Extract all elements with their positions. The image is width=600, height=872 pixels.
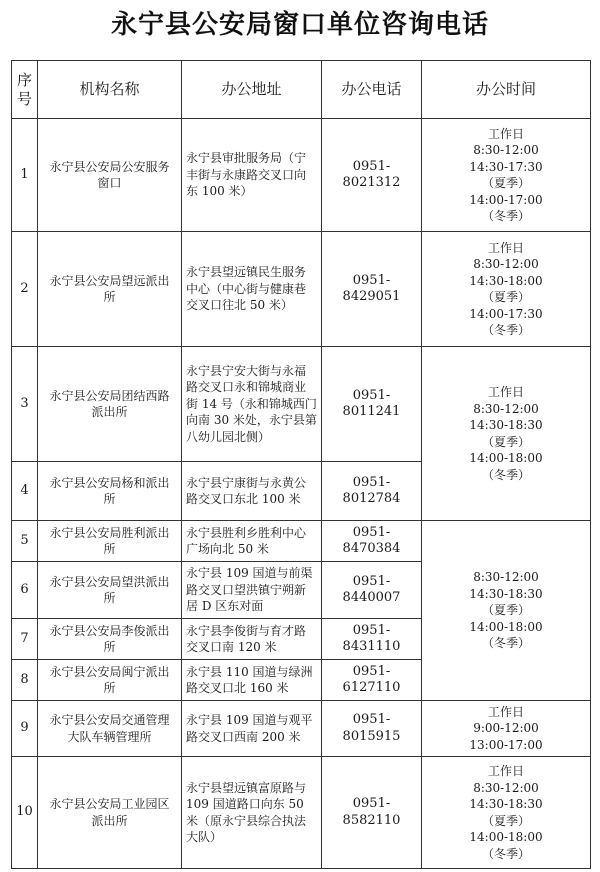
hours-line: （冬季） bbox=[481, 636, 530, 651]
table-row bbox=[12, 119, 591, 232]
hours-line: 14:30-17:30 bbox=[469, 159, 543, 174]
org-name: 永宁县公安局团结西路派出所 bbox=[38, 347, 182, 462]
org-phone: 0951-8429051 bbox=[322, 232, 422, 347]
org-phone: 0951-8440007 bbox=[322, 562, 422, 619]
hours-line: （夏季） bbox=[481, 434, 530, 449]
org-address: 永宁县 110 国道与绿洲路交叉口北 160 米 bbox=[182, 660, 322, 701]
org-address: 永宁县 109 国道与前渠路交叉口望洪镇宁朔新居 D 区东对面 bbox=[182, 562, 322, 619]
hours-line: 工作日 bbox=[487, 126, 524, 141]
hours-line: （夏季） bbox=[481, 290, 530, 304]
org-address: 永宁县望远镇民生服务中心（中心街与健康巷交叉口往北 50 米） bbox=[182, 232, 322, 347]
hours-line: 14:30-18:30 bbox=[469, 418, 543, 432]
org-address: 永宁县宁康街与永黄公路交叉口东北 100 米 bbox=[182, 462, 322, 521]
hours-line: （冬季） bbox=[481, 846, 530, 861]
row-number: 5 bbox=[12, 521, 38, 562]
org-phone: 0951-8582110 bbox=[322, 757, 422, 869]
hours-line: 14:30-18:30 bbox=[469, 797, 543, 811]
hours-line: 8:30-12:00 bbox=[473, 401, 539, 416]
hours-line: （冬季） bbox=[481, 467, 530, 482]
org-phone: 0951-8470384 bbox=[322, 521, 422, 562]
hours-line: 工作日 bbox=[487, 385, 524, 399]
hours-line: 8:30-12:00 bbox=[473, 257, 539, 271]
hours-line: 13:00-17:00 bbox=[469, 737, 543, 752]
org-phone: 0951-8015915 bbox=[322, 701, 422, 757]
org-phone: 0951-8021312 bbox=[322, 119, 422, 232]
office-hours bbox=[422, 521, 591, 701]
row-number: 9 bbox=[12, 701, 38, 757]
header-phone: 办公电话 bbox=[322, 61, 422, 119]
table-row bbox=[12, 757, 591, 869]
office-hours bbox=[422, 701, 591, 757]
row-number: 4 bbox=[12, 462, 38, 521]
org-name: 永宁县公安局望洪派出所 bbox=[38, 562, 182, 619]
contact-table bbox=[11, 60, 591, 869]
row-number: 10 bbox=[12, 757, 38, 869]
org-name: 永宁县公安局杨和派出所 bbox=[38, 462, 182, 521]
hours-line: 9:00-12:00 bbox=[473, 721, 539, 736]
org-name: 永宁县公安局闽宁派出所 bbox=[38, 660, 182, 701]
org-phone: 0951-8012784 bbox=[322, 462, 422, 521]
row-number: 1 bbox=[12, 119, 38, 232]
org-name: 永宁县公安局望远派出所 bbox=[38, 232, 182, 347]
hours-line: 8:30-12:00 bbox=[473, 143, 539, 157]
hours-line: （冬季） bbox=[481, 323, 530, 337]
row-number: 3 bbox=[12, 347, 38, 462]
hours-line: 14:00-18:00 bbox=[469, 619, 543, 634]
hours-line: 8:30-12:00 bbox=[473, 570, 539, 585]
row-number: 7 bbox=[12, 619, 38, 660]
org-address: 永宁县审批服务局（宁丰街与永康路交叉口向东 100 米） bbox=[182, 119, 322, 232]
hours-line: 14:00-17:30 bbox=[469, 306, 543, 321]
org-name: 永宁县公安局公安服务窗口 bbox=[38, 119, 182, 232]
office-hours bbox=[422, 232, 591, 347]
hours-line: 14:00-18:00 bbox=[469, 830, 543, 844]
org-name: 永宁县公安局交通管理大队车辆管理所 bbox=[38, 701, 182, 757]
table-row bbox=[12, 347, 591, 462]
page-title: 永宁县公安局窗口单位咨询电话 bbox=[110, 10, 489, 40]
table-row bbox=[12, 521, 591, 562]
office-hours bbox=[422, 757, 591, 869]
row-number: 8 bbox=[12, 660, 38, 701]
table-header-row bbox=[12, 61, 591, 119]
hours-line: 工作日 bbox=[487, 764, 524, 778]
hours-line: 14:00-18:00 bbox=[469, 451, 543, 465]
org-address: 永宁县望远镇富原路与 109 国道路口向东 50 米（原永宁县综合执法大队） bbox=[182, 757, 322, 869]
hours-line: 工作日 bbox=[487, 240, 524, 255]
hours-line: （夏季） bbox=[481, 176, 530, 190]
header-hours: 办公时间 bbox=[422, 61, 591, 119]
header-name: 机构名称 bbox=[38, 61, 182, 119]
office-hours bbox=[422, 119, 591, 232]
org-name: 永宁县公安局李俊派出所 bbox=[38, 619, 182, 660]
org-address: 永宁县李俊街与育才路交叉口南 120 米 bbox=[182, 619, 322, 660]
hours-line: （冬季） bbox=[481, 209, 530, 223]
hours-line: 14:30-18:00 bbox=[469, 273, 543, 288]
org-address: 永宁县胜利乡胜利中心广场向北 50 米 bbox=[182, 521, 322, 562]
hours-line: （夏季） bbox=[481, 813, 530, 828]
hours-line: 14:30-18:30 bbox=[469, 586, 543, 601]
header-seq: 序号 bbox=[12, 61, 38, 119]
table-row bbox=[12, 232, 591, 347]
org-phone: 0951-8431110 bbox=[322, 619, 422, 660]
hours-line: （夏季） bbox=[481, 603, 530, 618]
org-name: 永宁县公安局工业园区派出所 bbox=[38, 757, 182, 869]
hours-line: 工作日 bbox=[487, 704, 524, 719]
row-number: 2 bbox=[12, 232, 38, 347]
header-address: 办公地址 bbox=[182, 61, 322, 119]
org-phone: 0951-6127110 bbox=[322, 660, 422, 701]
org-address: 永宁县 109 国道与观平路交叉口西南 200 米 bbox=[182, 701, 322, 757]
row-number: 6 bbox=[12, 562, 38, 619]
org-phone: 0951-8011241 bbox=[322, 347, 422, 462]
hours-line: 14:00-17:00 bbox=[469, 192, 543, 207]
org-name: 永宁县公安局胜利派出所 bbox=[38, 521, 182, 562]
hours-line: 8:30-12:00 bbox=[473, 780, 539, 795]
office-hours bbox=[422, 347, 591, 521]
org-address: 永宁县宁安大街与永福路交叉口永和锦城商业街 14 号（永和锦城西门向南 30 米处，永宁县第八幼儿园北侧） bbox=[182, 347, 322, 462]
table-row bbox=[12, 701, 591, 757]
